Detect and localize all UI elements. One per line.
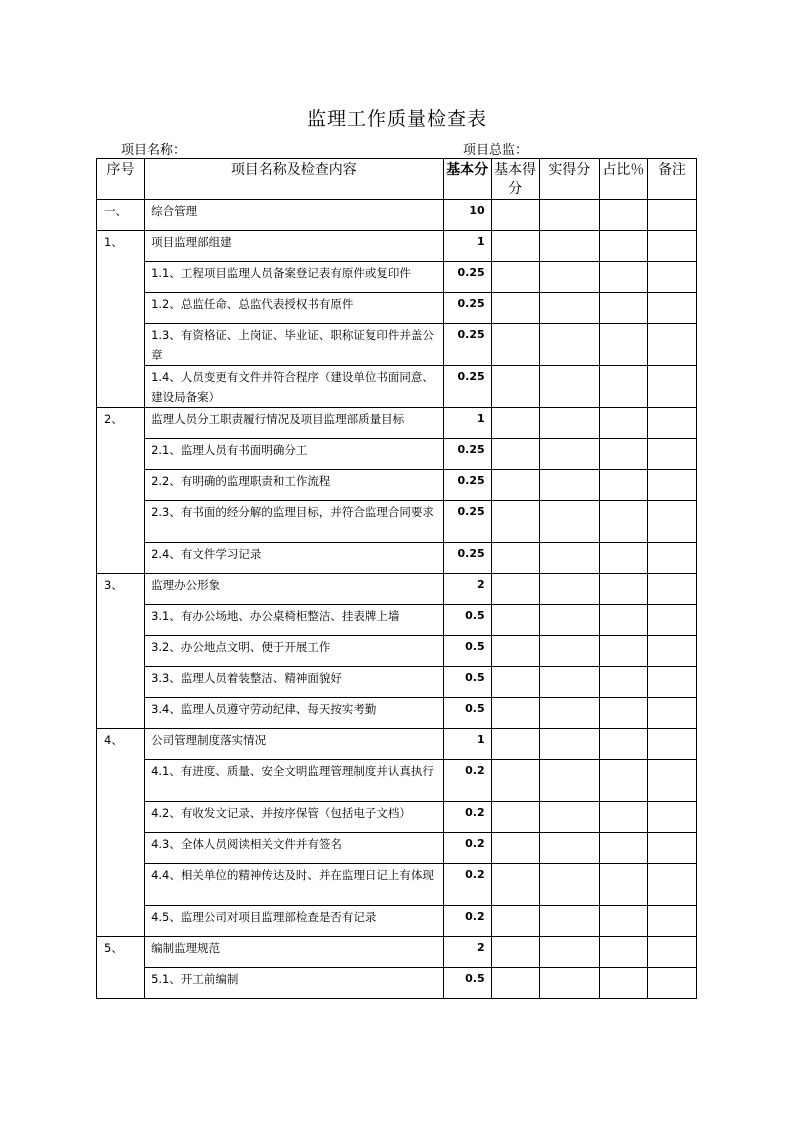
row-note: [647, 501, 696, 543]
row-item: 监理人员分工职责履行情况及项目监理部质量目标: [145, 408, 443, 439]
row-ratio: [599, 636, 647, 667]
row-item: 1.3、有资格证、上岗证、毕业证、职称证复印件并盖公章: [145, 324, 443, 366]
row-seq: [97, 636, 145, 667]
row-base-score: 0.25: [443, 501, 491, 543]
table-row: [97, 864, 697, 906]
table-row: [97, 760, 697, 802]
row-item: 2.2、有明确的监理职责和工作流程: [145, 470, 443, 501]
row-base-score: 0.2: [443, 833, 491, 864]
row-ratio: [599, 833, 647, 864]
row-ratio: [599, 293, 647, 324]
row-actual-score: [539, 470, 599, 501]
row-item: 1.4、人员变更有文件并符合程序（建设单位书面同意、建设局备案）: [145, 366, 443, 408]
table-row: [97, 408, 697, 439]
row-seq: [97, 698, 145, 729]
row-seq: [97, 366, 145, 408]
row-actual-score: [539, 667, 599, 698]
row-item: 3.3、监理人员着装整洁、精神面貌好: [145, 667, 443, 698]
row-actual-score: [539, 698, 599, 729]
row-actual-score: [539, 968, 599, 999]
row-ratio: [599, 760, 647, 802]
row-base-earned: [491, 470, 539, 501]
row-base-score: 0.2: [443, 864, 491, 906]
row-item: 1.2、总监任命、总监代表授权书有原件: [145, 293, 443, 324]
row-base-score: 0.25: [443, 470, 491, 501]
row-base-earned: [491, 366, 539, 408]
row-ratio: [599, 667, 647, 698]
row-seq: [97, 833, 145, 864]
row-ratio: [599, 968, 647, 999]
row-ratio: [599, 324, 647, 366]
header-base-earned: 基本得分: [491, 159, 539, 200]
table-row: [97, 729, 697, 760]
header-seq: 序号: [97, 159, 145, 200]
row-base-earned: [491, 698, 539, 729]
row-seq: 4、: [97, 729, 145, 760]
row-seq: 一、: [97, 200, 145, 231]
project-name-label: 项目名称：: [121, 143, 187, 158]
row-base-score: 10: [443, 200, 491, 231]
row-ratio: [599, 864, 647, 906]
row-base-earned: [491, 937, 539, 968]
row-seq: 1、: [97, 231, 145, 262]
row-base-earned: [491, 605, 539, 636]
row-seq: [97, 864, 145, 906]
row-seq: [97, 293, 145, 324]
table-row: [97, 231, 697, 262]
header-actual-score: 实得分: [539, 159, 599, 200]
row-item: 2.3、有书面的经分解的监理目标，并符合监理合同要求: [145, 501, 443, 543]
table-row: [97, 262, 697, 293]
table-row: [97, 833, 697, 864]
header-note: 备注: [647, 159, 696, 200]
row-ratio: [599, 543, 647, 574]
row-seq: [97, 802, 145, 833]
row-item: 4.4、相关单位的精神传达及时、并在监理日记上有体现: [145, 864, 443, 906]
chief-supervisor-label: 项目总监：: [463, 143, 529, 158]
row-item: 监理办公形象: [145, 574, 443, 605]
row-item: 3.4、监理人员遵守劳动纪律、每天按实考勤: [145, 698, 443, 729]
row-base-earned: [491, 262, 539, 293]
row-seq: [97, 667, 145, 698]
row-actual-score: [539, 231, 599, 262]
row-ratio: [599, 605, 647, 636]
row-seq: 2、: [97, 408, 145, 439]
row-actual-score: [539, 200, 599, 231]
row-actual-score: [539, 729, 599, 760]
row-base-score: 0.5: [443, 698, 491, 729]
row-base-score: 2: [443, 937, 491, 968]
row-actual-score: [539, 501, 599, 543]
row-item: 1.1、工程项目监理人员备案登记表有原件或复印件: [145, 262, 443, 293]
row-note: [647, 439, 696, 470]
row-seq: [97, 439, 145, 470]
row-actual-score: [539, 833, 599, 864]
row-actual-score: [539, 864, 599, 906]
row-base-score: 0.5: [443, 636, 491, 667]
row-seq: [97, 262, 145, 293]
row-seq: [97, 906, 145, 937]
row-ratio: [599, 698, 647, 729]
row-base-earned: [491, 200, 539, 231]
row-ratio: [599, 200, 647, 231]
row-seq: 5、: [97, 937, 145, 968]
row-ratio: [599, 366, 647, 408]
row-item: 4.3、全体人员阅读相关文件并有签名: [145, 833, 443, 864]
row-base-score: 0.2: [443, 802, 491, 833]
table-row: [97, 698, 697, 729]
header-ratio: 占比％: [599, 159, 647, 200]
row-base-score: 2: [443, 574, 491, 605]
row-actual-score: [539, 408, 599, 439]
row-base-earned: [491, 833, 539, 864]
table-row: [97, 574, 697, 605]
row-item: 项目监理部组建: [145, 231, 443, 262]
table-row: [97, 366, 697, 408]
row-base-earned: [491, 636, 539, 667]
table-row: [97, 636, 697, 667]
row-actual-score: [539, 605, 599, 636]
row-item: 2.4、有文件学习记录: [145, 543, 443, 574]
row-actual-score: [539, 574, 599, 605]
row-base-score: 0.25: [443, 439, 491, 470]
table-row: [97, 802, 697, 833]
row-note: [647, 729, 696, 760]
row-base-score: 1: [443, 408, 491, 439]
row-ratio: [599, 802, 647, 833]
row-actual-score: [539, 760, 599, 802]
table-row: [97, 470, 697, 501]
row-note: [647, 760, 696, 802]
row-note: [647, 262, 696, 293]
row-actual-score: [539, 324, 599, 366]
row-base-earned: [491, 906, 539, 937]
row-base-score: 0.25: [443, 293, 491, 324]
row-note: [647, 293, 696, 324]
row-base-score: 1: [443, 729, 491, 760]
row-note: [647, 698, 696, 729]
row-base-earned: [491, 864, 539, 906]
row-base-score: 0.25: [443, 366, 491, 408]
table-row: [97, 200, 697, 231]
row-seq: [97, 605, 145, 636]
row-note: [647, 833, 696, 864]
inspection-table: [96, 158, 697, 999]
row-actual-score: [539, 636, 599, 667]
row-base-earned: [491, 408, 539, 439]
row-item: 4.2、有收发文记录、并按序保管（包括电子文档）: [145, 802, 443, 833]
row-note: [647, 906, 696, 937]
row-seq: 3、: [97, 574, 145, 605]
row-note: [647, 366, 696, 408]
row-seq: [97, 501, 145, 543]
row-ratio: [599, 906, 647, 937]
row-item: 公司管理制度落实情况: [145, 729, 443, 760]
row-note: [647, 968, 696, 999]
row-base-score: 0.5: [443, 968, 491, 999]
table-header-row: [97, 159, 697, 200]
row-actual-score: [539, 439, 599, 470]
row-note: [647, 574, 696, 605]
row-note: [647, 408, 696, 439]
row-ratio: [599, 262, 647, 293]
row-seq: [97, 760, 145, 802]
row-note: [647, 636, 696, 667]
row-item: 4.1、有进度、质量、安全文明监理管理制度并认真执行: [145, 760, 443, 802]
row-base-earned: [491, 802, 539, 833]
row-item: 4.5、监理公司对项目监理部检查是否有记录: [145, 906, 443, 937]
row-note: [647, 864, 696, 906]
row-ratio: [599, 501, 647, 543]
row-item: 3.1、有办公场地、办公桌椅柜整洁、挂表牌上墙: [145, 605, 443, 636]
row-base-score: 0.25: [443, 543, 491, 574]
row-note: [647, 937, 696, 968]
table-row: [97, 293, 697, 324]
header-base-score: 基本分: [443, 159, 491, 200]
row-note: [647, 802, 696, 833]
row-seq: [97, 324, 145, 366]
table-row: [97, 501, 697, 543]
row-base-earned: [491, 501, 539, 543]
row-base-score: 0.5: [443, 667, 491, 698]
table-row: [97, 968, 697, 999]
row-actual-score: [539, 293, 599, 324]
row-actual-score: [539, 543, 599, 574]
row-base-score: 1: [443, 231, 491, 262]
table-row: [97, 324, 697, 366]
table-row: [97, 906, 697, 937]
row-note: [647, 543, 696, 574]
table-row: [97, 439, 697, 470]
row-base-score: 0.2: [443, 906, 491, 937]
row-base-earned: [491, 543, 539, 574]
header-item: 项目名称及检查内容: [145, 159, 443, 200]
row-base-earned: [491, 439, 539, 470]
row-item: 2.1、监理人员有书面明确分工: [145, 439, 443, 470]
row-base-earned: [491, 968, 539, 999]
row-item: 编制监理规范: [145, 937, 443, 968]
table-row: [97, 937, 697, 968]
page-title: 监理工作质量检查表: [306, 108, 487, 130]
row-ratio: [599, 937, 647, 968]
row-item: 5.1、开工前编制: [145, 968, 443, 999]
row-base-earned: [491, 760, 539, 802]
row-base-score: 0.5: [443, 605, 491, 636]
row-base-earned: [491, 729, 539, 760]
row-ratio: [599, 729, 647, 760]
row-ratio: [599, 574, 647, 605]
row-base-earned: [491, 231, 539, 262]
row-item: 综合管理: [145, 200, 443, 231]
row-seq: [97, 543, 145, 574]
row-base-earned: [491, 293, 539, 324]
row-base-earned: [491, 574, 539, 605]
row-ratio: [599, 408, 647, 439]
table-row: [97, 543, 697, 574]
row-ratio: [599, 470, 647, 501]
row-base-earned: [491, 324, 539, 366]
table-row: [97, 667, 697, 698]
row-base-score: 0.25: [443, 262, 491, 293]
row-actual-score: [539, 366, 599, 408]
row-ratio: [599, 231, 647, 262]
row-base-earned: [491, 667, 539, 698]
row-seq: [97, 470, 145, 501]
row-note: [647, 231, 696, 262]
row-note: [647, 200, 696, 231]
row-base-score: 0.2: [443, 760, 491, 802]
row-item: 3.2、办公地点文明、便于开展工作: [145, 636, 443, 667]
row-seq: [97, 968, 145, 999]
row-note: [647, 324, 696, 366]
row-note: [647, 470, 696, 501]
row-base-score: 0.25: [443, 324, 491, 366]
row-actual-score: [539, 802, 599, 833]
row-note: [647, 667, 696, 698]
table-row: [97, 605, 697, 636]
row-ratio: [599, 439, 647, 470]
row-actual-score: [539, 937, 599, 968]
row-note: [647, 605, 696, 636]
row-actual-score: [539, 906, 599, 937]
row-actual-score: [539, 262, 599, 293]
